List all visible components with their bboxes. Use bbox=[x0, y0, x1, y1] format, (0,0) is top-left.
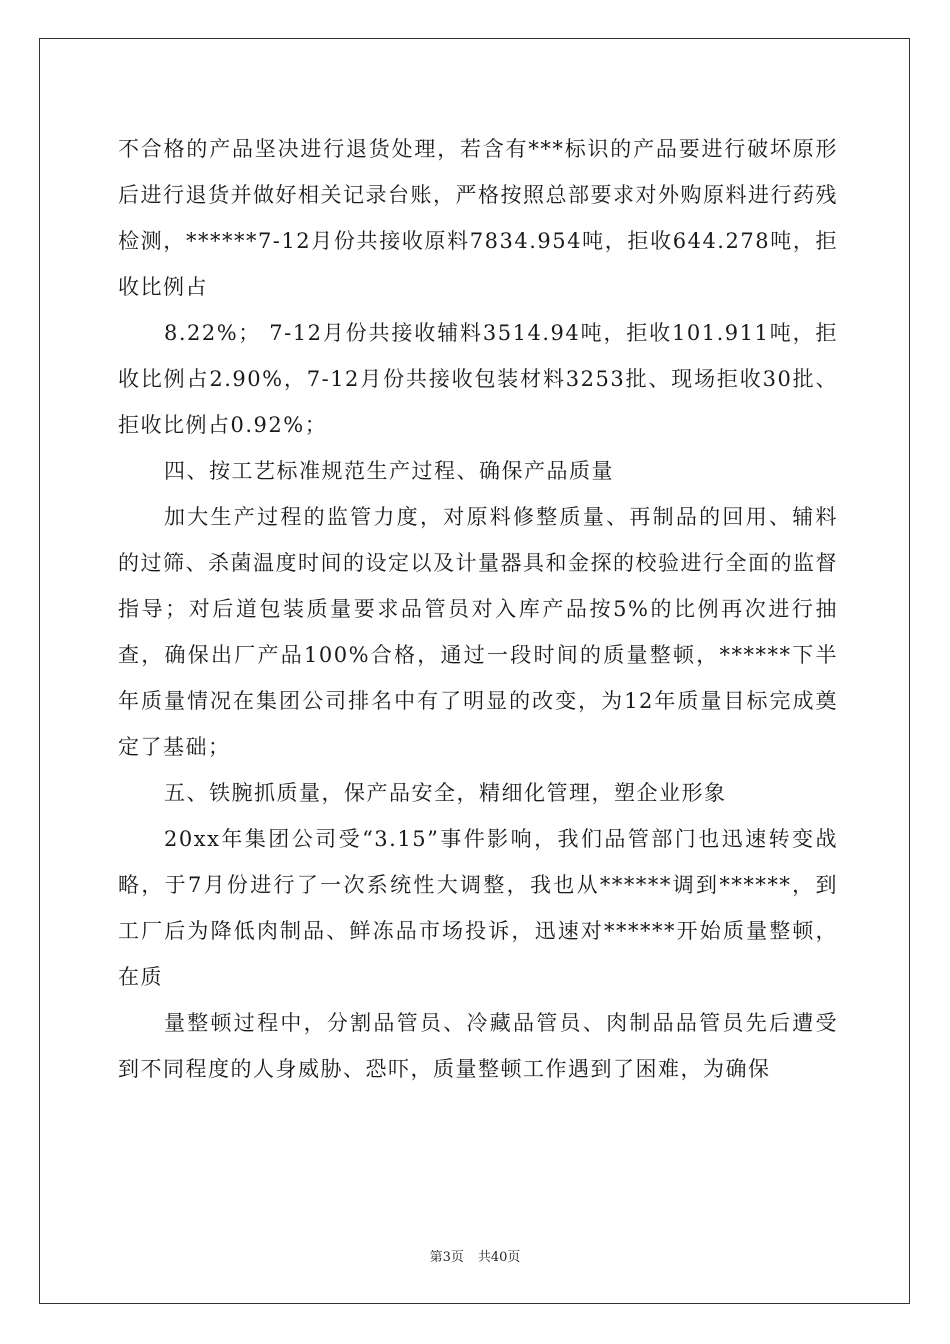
page-number: 第3页 bbox=[429, 1250, 464, 1265]
page-total: 共40页 bbox=[477, 1250, 521, 1265]
section-heading-5: 五、铁腕抓质量，保产品安全，精细化管理，塑企业形象 bbox=[164, 781, 727, 805]
paragraph-4: 20xx年集团公司受“3.15”事件影响，我们品管部门也迅速转变战略，于7月份进行了一次系统性大调整，我也从******调到******，到工厂后为降低肉制品、鲜冻品市场投诉，迅速对******开始质量整顿，在质 bbox=[118, 827, 838, 989]
document-body bbox=[118, 126, 838, 1092]
section-heading-4: 四、按工艺标准规范生产过程、确保产品质量 bbox=[164, 459, 614, 483]
paragraph-1: 不合格的产品坚决进行退货处理，若含有***标识的产品要进行破坏原形后进行退货并做好相关记录台账，严格按照总部要求对外购原料进行药残检测，******7-12月份共接收原料7834.954吨，拒收644.278吨，拒收比例占 bbox=[118, 137, 838, 299]
paragraph-2: 8.22%； 7-12月份共接收辅料3514.94吨，拒收101.911吨，拒收比例占2.90%，7-12月份共接收包装材料3253批、现场拒收30批、拒收比例占0.92%； bbox=[118, 321, 838, 437]
page-footer bbox=[0, 1246, 950, 1265]
paragraph-3: 加大生产过程的监管力度，对原料修整质量、再制品的回用、辅料的过筛、杀菌温度时间的设定以及计量器具和金探的校验进行全面的监督指导；对后道包装质量要求品管员对入库产品按5%的比例再次进行抽查，确保出厂产品100%合格，通过一段时间的质量整顿，******下半年质量情况在集团公司排名中有了明显的改变，为12年质量目标完成奠定了基础； bbox=[118, 505, 838, 759]
paragraph-5: 量整顿过程中，分割品管员、冷藏品管员、肉制品品管员先后遭受到不同程度的人身威胁、恐吓，质量整顿工作遇到了困难，为确保 bbox=[118, 1011, 838, 1081]
